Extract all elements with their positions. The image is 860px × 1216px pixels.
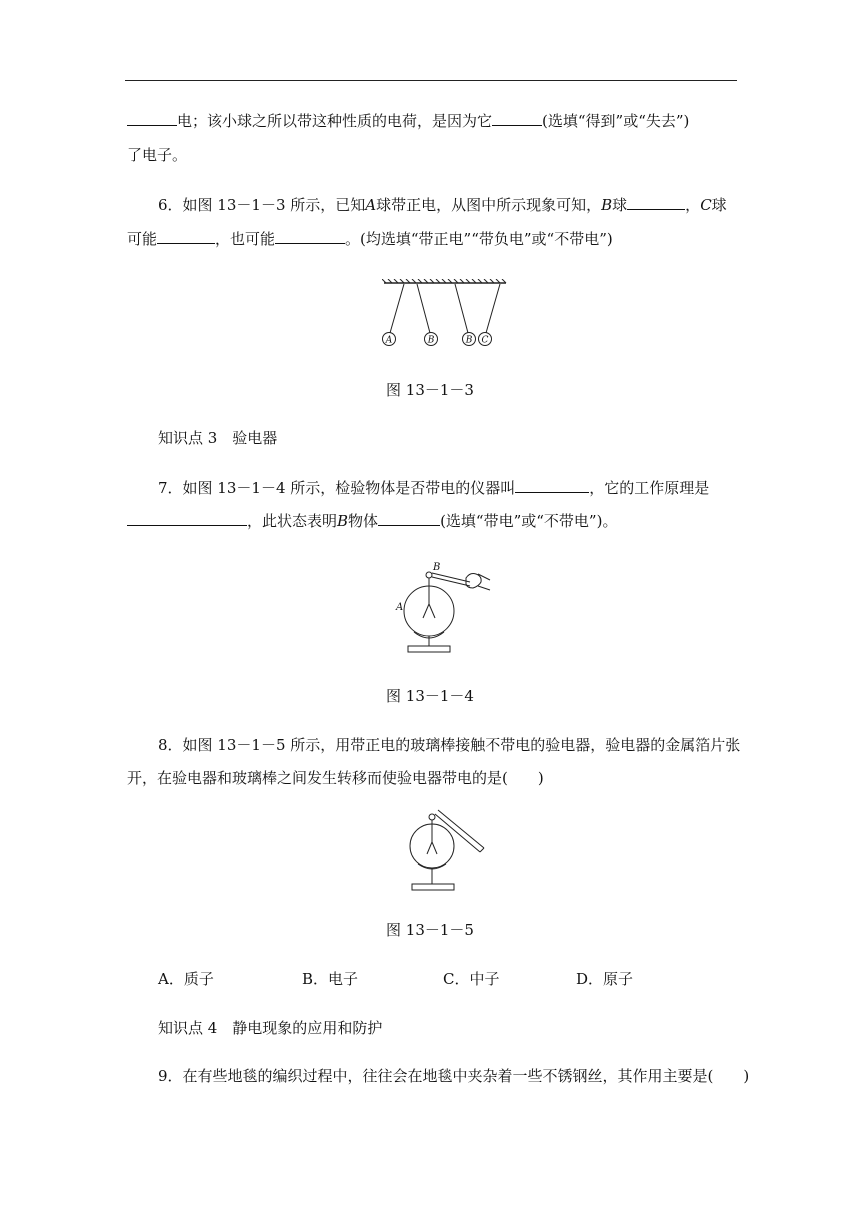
figure-caption: 图 13－1－5 bbox=[386, 921, 474, 939]
label-a: A bbox=[396, 602, 404, 613]
option-a[interactable]: A．质子 bbox=[158, 970, 214, 988]
answer-blank[interactable] bbox=[627, 194, 685, 210]
q6-line-1: 6．如图 13－1－3 所示，已知A球带正电，从图中所示现象可知，B球 ，C球 bbox=[158, 196, 727, 214]
label-b: B bbox=[433, 562, 441, 573]
answer-blank[interactable] bbox=[492, 110, 542, 126]
answer-blank[interactable] bbox=[157, 228, 215, 244]
q8-line-1: 8．如图 13－1－5 所示，用带正电的玻璃棒接触不带电的验电器，验电器的金属箔片张 bbox=[158, 736, 741, 754]
section-heading: 知识点 3 验电器 bbox=[158, 429, 278, 447]
figure-13-1-3 bbox=[382, 279, 512, 351]
q9-line-1: 9．在有些地毯的编织过程中，往往会在地毯中夹杂着一些不锈钢丝，其作用主要是( ) bbox=[158, 1067, 750, 1085]
option-b[interactable]: B．电子 bbox=[302, 970, 359, 988]
q5-line-2: 了电子。 bbox=[127, 146, 188, 164]
figure-caption: 图 13－1－3 bbox=[386, 381, 474, 399]
answer-blank[interactable] bbox=[127, 510, 247, 526]
ball-label-b2: B bbox=[465, 335, 473, 346]
answer-blank[interactable] bbox=[275, 228, 345, 244]
option-d[interactable]: D．原子 bbox=[576, 970, 634, 988]
figure-13-1-4 bbox=[392, 560, 492, 658]
section-heading: 知识点 4 静电现象的应用和防护 bbox=[158, 1019, 383, 1037]
ball-label-a: A bbox=[385, 335, 393, 346]
answer-blank[interactable] bbox=[515, 477, 589, 493]
option-c[interactable]: C．中子 bbox=[443, 970, 500, 988]
q5-line-1: 电；该小球之所以带这种性质的电荷，是因为它 (选填“得到”或“失去”) bbox=[127, 110, 689, 131]
figure-13-1-5 bbox=[404, 808, 504, 894]
header-rule bbox=[125, 80, 737, 81]
ball-label-c: C bbox=[481, 335, 489, 346]
q6-line-2: 可能 ，也可能 。(均选填“带正电”“带负电”或“不带电”) bbox=[127, 230, 613, 248]
answer-blank[interactable] bbox=[378, 510, 440, 526]
q7-line-2: ，此状态表明B物体 (选填“带电”或“不带电”)。 bbox=[127, 510, 617, 531]
figure-caption: 图 13－1－4 bbox=[386, 687, 474, 705]
q7-line-1: 7．如图 13－1－4 所示，检验物体是否带电的仪器叫 ，它的工作原理是 bbox=[158, 479, 710, 497]
ball-label-b: B bbox=[427, 335, 435, 346]
q8-line-2: 开，在验电器和玻璃棒之间发生转移而使验电器带电的是( ) bbox=[127, 769, 544, 787]
answer-blank[interactable] bbox=[127, 110, 177, 126]
